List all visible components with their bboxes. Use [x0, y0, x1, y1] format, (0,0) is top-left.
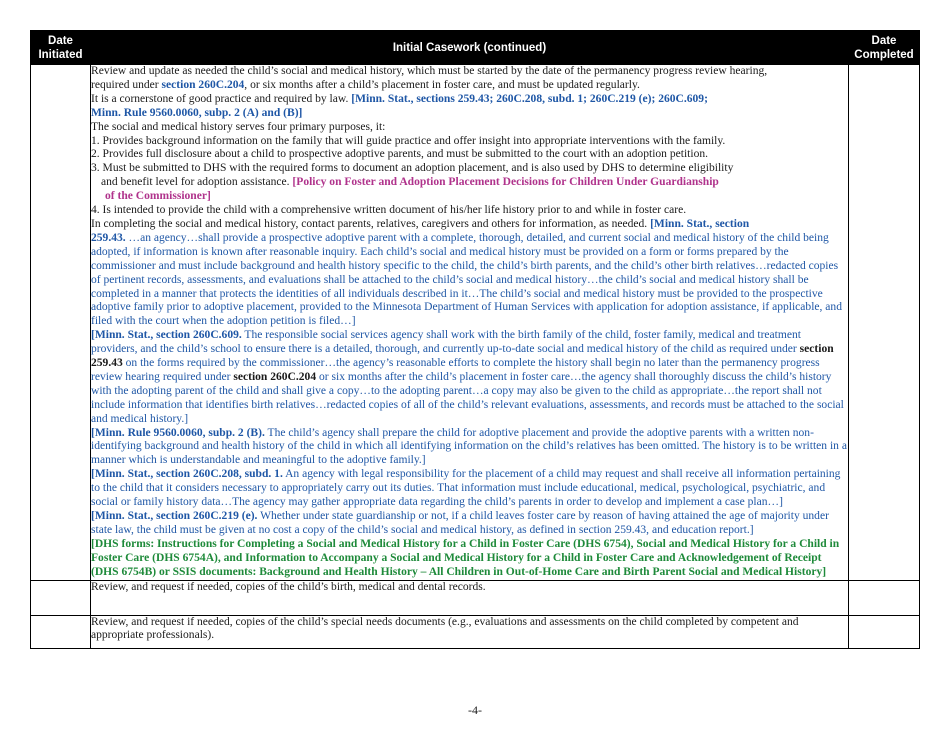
date-initiated-header: Date Initiated	[31, 31, 91, 65]
statute-link[interactable]: section 260C.204	[233, 370, 317, 383]
paragraph: Review and update as needed the child’s social and medical history, which must be started by the date of the permanency progress review hearing, required under section 260C.204, or six months after a child’s placement in foster care, and must be updated regularly.	[91, 65, 768, 91]
paragraph: The social and medical history serves four primary purposes, it:	[91, 120, 386, 133]
page-number: -4-	[468, 703, 482, 717]
citation: 259.43.	[91, 231, 126, 244]
policy-reference-link[interactable]: of the Commissioner]	[105, 190, 211, 203]
citation: [Minn. Stat., section	[650, 217, 750, 230]
list-item: 1. Provides background information on the family that will guide practice and offer insight into appropriate interventions with the family.	[91, 134, 726, 147]
table-header-row	[31, 31, 920, 65]
citation: Minn. Rule 9560.0060, subp. 2 (A) and (B)]	[91, 106, 303, 119]
casework-table	[30, 30, 920, 649]
birth-medical-records-cell: Review, and request if needed, copies of the child’s birth, medical and dental records.	[91, 580, 849, 615]
citation: [Minn. Rule 9560.0060, subp. 2 (B).	[91, 426, 265, 439]
social-medical-history-cell	[91, 65, 849, 581]
date-initiated-cell[interactable]	[31, 580, 91, 615]
citation: [Minn. Stat., section 260C.208, subd. 1.	[91, 468, 283, 481]
paragraph: It is a cornerstone of good practice and required by law. [Minn. Stat., sections 259.43; 260C.208, subd. 1; 260C.219 (e); 260C.609; Minn. Rule 9560.0060, subp. 2 (A) and (B)]	[91, 92, 708, 119]
statute-link[interactable]: section 259.43	[91, 343, 834, 370]
date-completed-cell[interactable]	[849, 615, 920, 648]
citation: [Minn. Stat., section 260C.609.	[91, 329, 242, 342]
date-initiated-cell[interactable]	[31, 65, 91, 581]
date-completed-cell[interactable]	[849, 65, 920, 581]
date-completed-cell[interactable]	[849, 580, 920, 615]
section-title-header: Initial Casework (continued)	[91, 31, 849, 65]
citation: [Minn. Stat., sections 259.43; 260C.208, subd. 1; 260C.219 (e); 260C.609;	[351, 92, 708, 105]
table-row	[31, 65, 920, 581]
table-row	[31, 580, 920, 615]
statute-quote-260c219: [Minn. Stat., section 260C.219 (e). Whether under state guardianship or not, if a child leaves foster care by reason of having attained the age of majority under state law, the child must be given at no cost a copy of the child’s social and medical history, as defined in section 259.43, and education report.]	[91, 510, 829, 536]
list-item: 2. Provides full disclosure about a child to prospective adoptive parents, and must be submitted to the court with an adoption petition.	[91, 148, 708, 161]
table-row	[31, 615, 920, 648]
special-needs-documents-cell: Review, and request if needed, copies of the child’s special needs documents (e.g., evaluations and assessments on the child completed by competent and appropriate professionals).	[91, 615, 849, 648]
rule-quote-9560: [Minn. Rule 9560.0060, subp. 2 (B). The child’s agency shall prepare the child for adoptive placement and provide the adoptive parents with a written non-identifying background and health history of the child in which all identifying information on the child’s relatives has been omitted. The history is to be written in a manner which is understandable and meaningful to the adoptive family.]	[91, 426, 847, 467]
dhs-forms-reference[interactable]: [DHS forms: Instructions for Completing a Social and Medical History for a Child in Foster Care (DHS 6754), Social and Medical History for a Child in Foster Care (DHS 6754A), and Information to Accompany a Social and Medical History for a Child in Foster Care and Acknowledgement of Receipt (DHS 6754B) or SSIS documents: Background and Health History – All Children in Out-of-Home Care and Birth Parent Social and Medical History]	[91, 537, 840, 578]
paragraph: In completing the social and medical history, contact parents, relatives, caregivers and others for information, as needed. [Minn. Stat., section 259.43. …an agency…shall provide a prospective adoptive parent with a complete, thorough, detailed, and current social and medical history of the child being adopted, if information is known after reasonable inquiry. Each child’s social and medical history must be provided on a form or forms prepared by the commissioner and must include background and health history specific to the child, the child’s birth parents, and the child’s other birth relatives…redacted copies of pertinent records, assessments, and evaluations shall be attached to the child’s social and medical history…the child’s social and medical history shall be completed in a manner that protects the identities of all individuals described in it…The child’s social and medical history must be provided to the prospective adoptive family prior to adoptive placement, provided to the Minnesota Department of Human Services with application for adoption assistance, if applicable, and filed with the court when the adoption petition is filed…]	[91, 217, 842, 328]
statute-quote-260c609: [Minn. Stat., section 260C.609. The responsible social services agency shall work with the birth family of the child, foster family, medical and treatment providers, and the child’s school to ensure there is a detailed, thorough, and currently up-to-date social and medical history of the child as required under section 259.43 on the forms required by the commissioner…the agency’s reasonable efforts to complete the history shall begin no later than the permanency progress review hearing required under section 260C.204 or six months after the child’s placement in foster care…the agency shall thoroughly discuss the child’s history with the adopting parent of the child and shall give a copy…to the adopting parent…a copy may also be given to the child as appropriate…the report shall not include information that identifies birth relatives…redacted copies of all of the child’s relevant evaluations, assessments, and records must be attached to the social and medical history.]	[91, 329, 844, 425]
statute-link[interactable]: section 260C.204	[161, 78, 245, 91]
date-initiated-cell[interactable]	[31, 615, 91, 648]
date-completed-header: Date Completed	[849, 31, 920, 65]
statute-quote-260c208: [Minn. Stat., section 260C.208, subd. 1. An agency with legal responsibility for the placement of a child may request and shall receive all information pertaining to the child that it considers necessary to appropriately carry out its duties. That information must include educational, medical, psychological, psychiatric, and social or family history data…The agency may gather appropriate data regarding the child’s parents in order to develop and implement a case plan…]	[91, 468, 841, 509]
policy-reference-link[interactable]: [Policy on Foster and Adoption Placement Decisions for Children Under Guardianship	[292, 176, 719, 189]
citation: [Minn. Stat., section 260C.219 (e).	[91, 510, 258, 522]
list-item: 3. Must be submitted to DHS with the required forms to document an adoption placement, and is also used by DHS to determine eligibility and benefit level for adoption assistance. [Policy on Foster and Adoption Placement Decisions for Children Under Guardianship of the Commissioner]	[91, 162, 734, 203]
list-item: 4. Is intended to provide the child with a comprehensive written document of his/her life history prior to and while in foster care.	[91, 204, 687, 217]
statute-quote: …an agency…shall provide a prospective adoptive parent with a complete, thorough, detailed, and current social and medical history of the child being adopted, if information is known after reasonable inquiry. Each child’s social and medical history must be provided on a form or forms prepared by the commissioner and must include background and health history specific to the child, the child’s birth parents, and the child’s other birth relatives…redacted copies of pertinent records, assessments, and evaluations shall be attached to the child’s social and medical history…the child’s social and medical history shall be completed in a manner that protects the identities of all individuals described in it…The child’s social and medical history must be provided to the prospective adoptive family prior to adoptive placement, provided to the Minnesota Department of Human Services with application for adoption assistance, if applicable, and filed with the court when the adoption petition is filed…]	[91, 231, 842, 328]
